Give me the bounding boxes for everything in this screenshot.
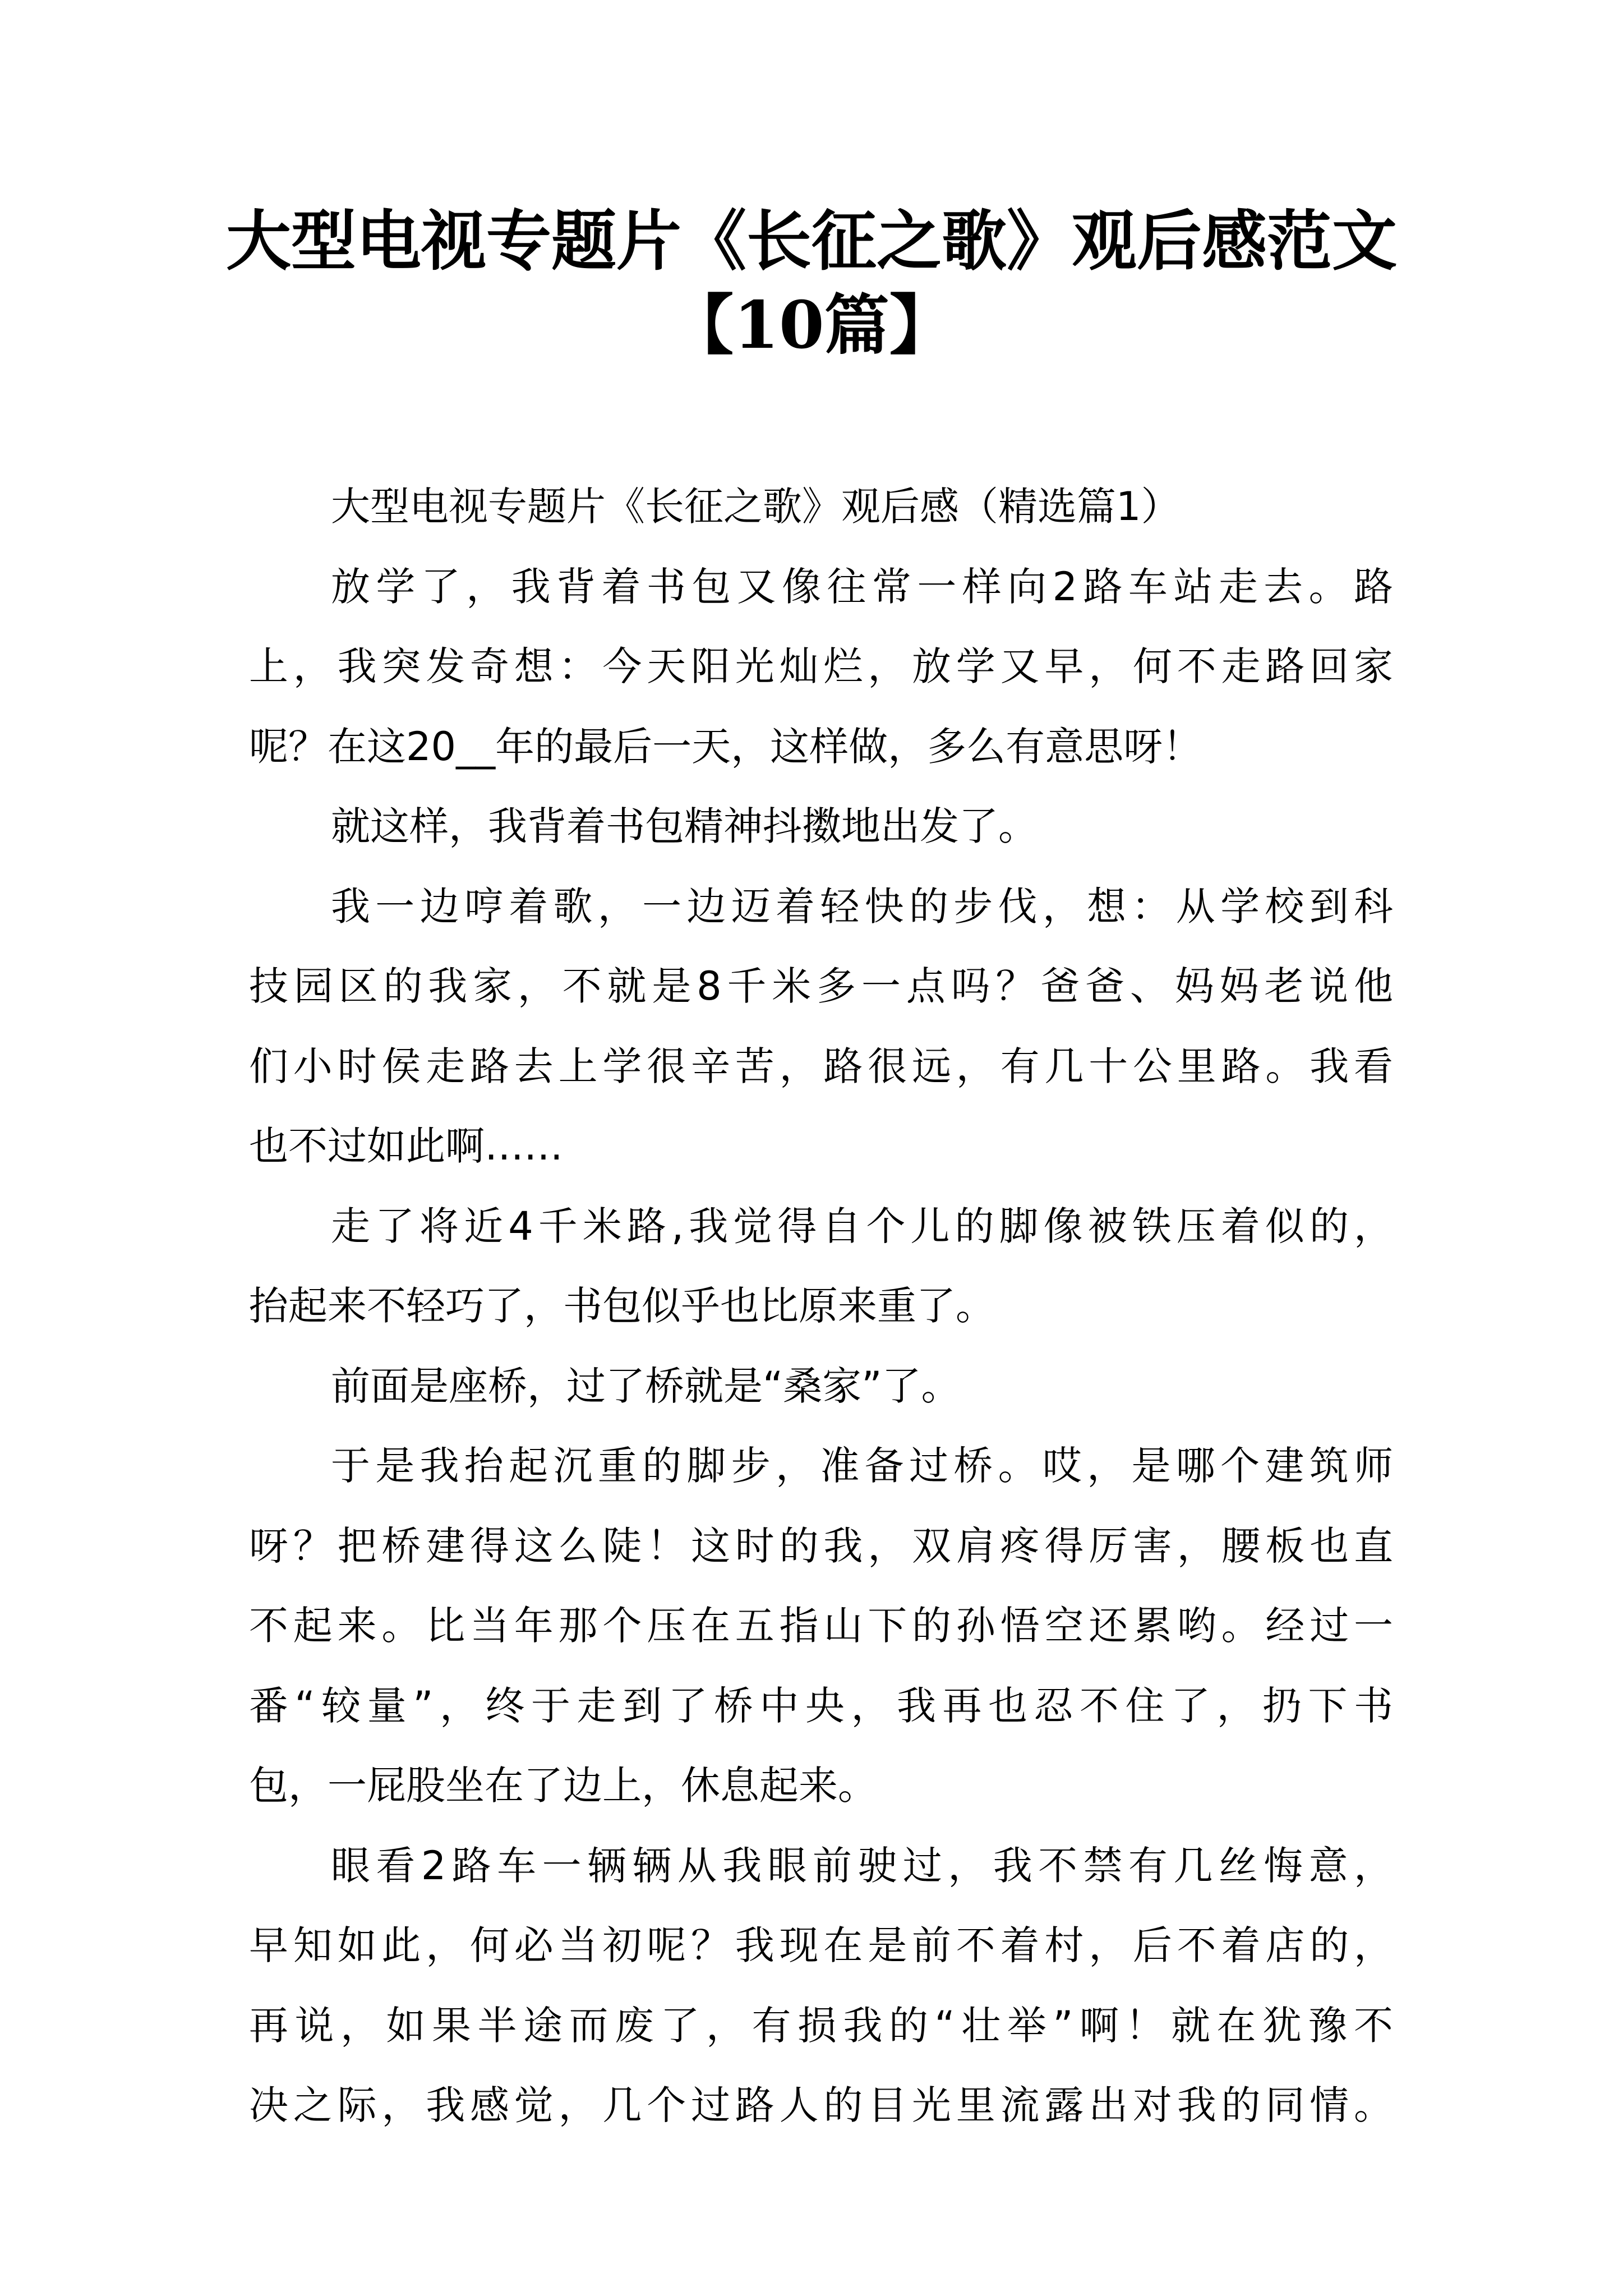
body-text-line: 决之际，我感觉，几个过路人的目光里流露出对我的同情。 [249, 2082, 1393, 2128]
body-text-line: 再说，如果半途而废了，有损我的“壮举”啊！就在犹豫不 [249, 2003, 1393, 2049]
body-text-line: 前面是座桥，过了桥就是“桑家”了。 [331, 1363, 961, 1409]
body-text-line: 走了将近4千米路,我觉得自个儿的脚像被铁压着似的， [331, 1203, 1393, 1249]
body-text-line: 番“较量”，终于走到了桥中央，我再也忍不住了，扔下书 [249, 1683, 1393, 1729]
body-text-line: 技园区的我家，不就是8千米多一点吗？爸爸、妈妈老说他 [249, 963, 1393, 1009]
body-text-line: 放学了，我背着书包又像往常一样向2路车站走去。路 [331, 564, 1393, 610]
body-text-line: 们小时侯走路去上学很辛苦，路很远，有几十公里路。我看 [249, 1043, 1393, 1089]
body-text-line: 呀？把桥建得这么陡！这时的我，双肩疼得厉害，腰板也直 [249, 1523, 1393, 1569]
body-text-line: 眼看2路车一辆辆从我眼前驶过，我不禁有几丝悔意， [331, 1843, 1393, 1889]
body-text-line: 早知如此，何必当初呢？我现在是前不着村，后不着店的， [249, 1922, 1393, 1968]
body-text-line: 大型电视专题片《长征之歌》观后感（精选篇1） [331, 484, 1181, 530]
body-text-line: 呢？在这20__年的最后一天，这样做，多么有意思呀！ [249, 724, 1202, 770]
document-title-line-1: 大型电视专题片《长征之歌》观后感范文 [226, 203, 1397, 279]
body-text-line: 包，一屁股坐在了边上，休息起来。 [249, 1763, 877, 1809]
body-text-line: 就这样，我背着书包精神抖擞地出发了。 [331, 803, 1038, 849]
document-title-line-2: 【10篇】 [668, 287, 955, 364]
body-text-line: 不起来。比当年那个压在五指山下的孙悟空还累哟。经过一 [249, 1603, 1393, 1649]
body-text-line: 上，我突发奇想：今天阳光灿烂，放学又早，何不走路回家 [249, 643, 1393, 689]
body-text-line: 也不过如此啊…… [249, 1123, 563, 1169]
body-text-line: 抬起来不轻巧了，书包似乎也比原来重了。 [249, 1283, 995, 1329]
body-text-line: 于是我抬起沉重的脚步，准备过桥。哎，是哪个建筑师 [331, 1443, 1393, 1489]
body-text-line: 我一边哼着歌，一边迈着轻快的步伐，想：从学校到科 [331, 884, 1393, 930]
